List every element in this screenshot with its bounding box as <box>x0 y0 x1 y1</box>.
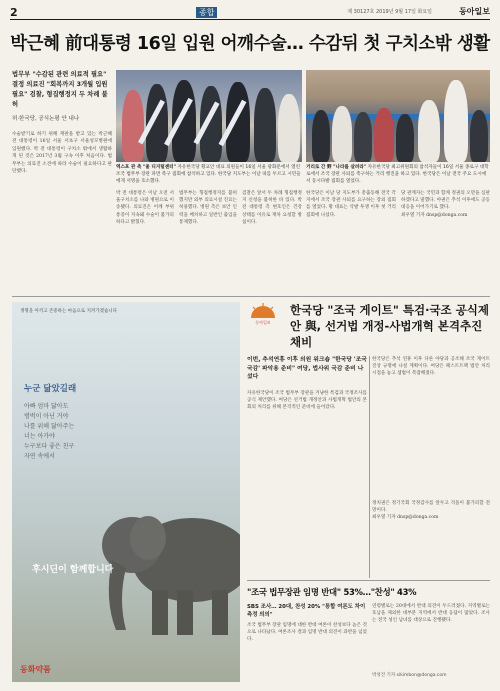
section-divider <box>12 296 490 297</box>
advertisement[interactable] <box>12 302 240 682</box>
article-column-e <box>401 190 490 219</box>
main-byline: 허·한국당, 공식논평 안 내나 <box>12 116 80 122</box>
column-e-email: 최우열 기자 dnsp@donga.com <box>401 212 468 218</box>
second-headline: 한국당 "조국 게이트" 특검·국조 공식제안 與, 선거법 개정-사법개혁 본격추진 채비 <box>290 303 489 349</box>
caption-2-title: 거리로 간 野 "나라를 살려라" <box>306 165 367 170</box>
logo-label: 동아일보 <box>255 320 271 325</box>
third-email: 박성진 기자 sikimbon@donga.com <box>372 673 447 678</box>
story-divider <box>247 580 490 581</box>
column-divider <box>369 356 370 578</box>
top-bar <box>10 6 490 20</box>
ad-top-text: 생명을 아끼고 존중하는 마음으로 지켜가겠습니다 <box>20 309 118 314</box>
photo-street-march <box>306 70 490 162</box>
main-lead-text: 수술받기로 하기 위해 재판을 받고 있는 박근혜 전 대통령이 16일 서울 서초구 서울성모병원에 입원했다. 박 전 대통령이 구치소 밖에서 생활하게 된 것은 2017년 3월 구속 이후 처음이다. 법무부는 의료진 소견에 따라 수술이 필요하다고 판단했다. <box>12 132 112 175</box>
third-headline: "조국 법무장관 임명 반대" 53%…"찬성" 43% <box>247 587 417 597</box>
second-column-g: 한국당은 추석 연휴 이후 다른 야당과 공조해 조국 게이트 진상 규명에 나설 계획이다. 여당은 패스트트랙 법안 처리 시점을 놓고 셈법이 복잡해졌다. <box>372 357 490 377</box>
third-column-i: 조국 법무부 장관 임명에 대한 반대 여론이 찬성보다 높은 것으로 나타났다. 여론조사 결과 임명 반대 의견이 과반을 넘었다. <box>247 623 367 643</box>
ad-slogan: 후시딘이 함께합니다 <box>32 565 114 575</box>
masthead: 동아일보 <box>459 7 490 16</box>
main-subhead: 법무부 "수감된 관련 의료적 필요" 결정 의료진 "회복까지 3개월 입원 필요" 검찰, 형집행정지 두 차례 불허 <box>12 71 108 108</box>
third-column-j: 연령별로는 20대에서 반대 의견이 두드러졌다. 지역별로는 호남을 제외한 대부분 지역에서 반대 응답이 많았다. 조사는 전국 성인 남녀를 대상으로 진행됐다. <box>372 604 490 624</box>
column-h-text: 정치권은 정기국회 국정감사를 앞두고 격돌이 불가피할 전망이다. <box>372 501 490 514</box>
second-subhead: 이번, 추석연휴 이후 의원 워크숍 "한국당 '조국 국감' 파악용 준비" 여당, 법사위 국감 준비 나섰다 <box>247 357 367 380</box>
caption-2-text: 자유한국당 최고위원회의 참석자들이 16일 서울 종로구 대학로에서 조국 장관 사퇴를 촉구하는 거리 행진을 하고 있다. 한국당은 이날 전국 주요 도시에서 동시다발 집회를 열었다. <box>306 165 489 184</box>
page-number: 2 <box>10 6 18 19</box>
caption-1-text: 자유한국당 황교안 대표 의원들이 16일 서울 광화문에서 열린 조국 법무부 장관 파면 촉구 집회에 참석하고 있다. 한국당 지도부는 이날 띠를 두르고 시민들에게 서명을 호소했다. <box>116 165 301 184</box>
second-column-f: 자유한국당이 조국 법무부 장관을 겨냥한 특검과 국정조사를 공식 제안했다. 여당은 선거법 개정안과 사법개혁 법안의 본회의 처리를 위해 본격적인 준비에 들어갔다. <box>247 391 367 411</box>
photo-rally-party-leaders <box>116 70 302 162</box>
photo-caption-1 <box>116 165 302 185</box>
caption-1-title: 엑스포 관 측 "울 디지털센터" <box>116 165 176 170</box>
main-headline: 박근혜 前대통령 16일 입원 어깨수술… 수감뒤 첫 구치소밖 생활 <box>10 34 490 54</box>
article-column-c: 검찰은 앞서 두 차례 형집행정지 신청을 불허한 바 있다. 박 전 대통령 측 변호인은 건강 상태를 이유로 재차 요청할 방침이다. <box>242 191 302 225</box>
issue-info: 제 30127호 2019년 9월 17일 화요일 <box>347 9 432 15</box>
article-column-b: 법무부는 형집행정지를 불허했지만 외부 의료시설 진료는 허용했다. 병원 측은 보안 인력을 배치하고 일반인 출입을 통제했다. <box>179 191 237 225</box>
section-tag: 종합 <box>196 7 217 18</box>
newspaper-logo <box>246 302 280 346</box>
second-column-h <box>372 500 490 522</box>
article-column-a: 박 전 대통령은 이날 오전 서울구치소를 나와 병원으로 이송됐다. 의료진은 어깨 부위 통증이 지속돼 수술이 불가피하다고 밝혔다. <box>116 191 174 225</box>
ad-brand-logo: 동화약품 <box>20 665 51 674</box>
third-subhead: SBS 조사… 20대, 찬성 20% "통합 여론도 차이 측정 의의" <box>247 604 366 618</box>
column-h-email: 최우열 기자 dnsp@donga.com <box>372 515 439 521</box>
photo-caption-2 <box>306 165 490 185</box>
column-e-text: 당 관계자는 국민과 함께 정권의 오만을 심판하겠다고 말했다. 야권은 추석 이후에도 공동 대응을 이어가기로 했다. <box>401 191 490 211</box>
ad-copy-lines: 아빠 엄마 닮아도 범벅이 아닌 거야 나를 위해 닮아주는 너는 아가야 누구보다 좋은 친구 자연 속에서 <box>24 403 75 460</box>
ad-title: 누군 닮았길래 <box>24 384 77 394</box>
article-column-d: 한국당은 이날 당 지도부가 총출동해 전국 각지에서 조국 장관 사퇴를 요구하는 장외 집회를 열었다. 황 대표는 삭발 투쟁 이후 첫 거리 집회에 나섰다. <box>306 191 396 218</box>
sun-logo-icon <box>246 302 280 320</box>
